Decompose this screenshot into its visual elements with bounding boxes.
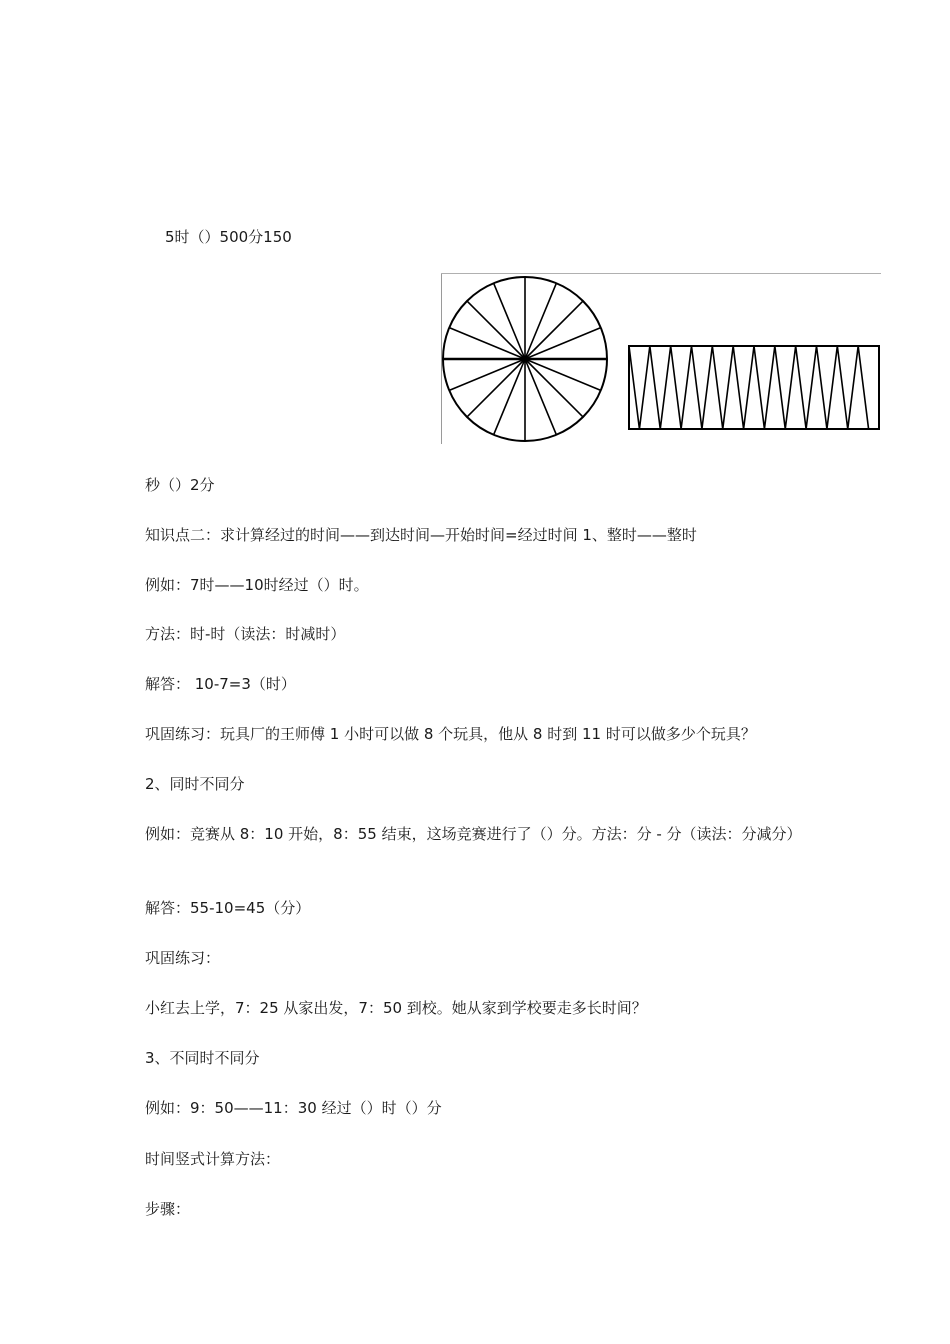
text-line-8: 2、同时不同分 (145, 775, 245, 793)
circle-radius-line (525, 359, 583, 417)
text-line-1: 5时（）500分150 (165, 228, 292, 246)
text-line-4: 例如：7时——10时经过（）时。 (145, 576, 369, 594)
text-line-14: 例如：9：50——11：30 经过（）时（）分 (145, 1099, 442, 1117)
circle-radius-line (525, 301, 583, 359)
text-line-6: 解答： 10-7=3（时） (145, 675, 296, 693)
text-line-13: 3、不同时不同分 (145, 1049, 260, 1067)
text-line-15: 时间竖式计算方法： (145, 1150, 281, 1168)
circle-radius-line (467, 301, 525, 359)
text-line-11: 巩固练习： (145, 949, 221, 967)
text-line-3: 知识点二：求计算经过的时间——到达时间—开始时间=经过时间 1、整时——整时 (145, 526, 697, 544)
circle-radius-line (467, 359, 525, 417)
divided-circle (443, 277, 607, 441)
text-line-10: 解答：55-10=45（分） (145, 899, 311, 917)
text-line-5: 方法：时-时（读法：时减时） (145, 625, 346, 643)
text-line-7: 巩固练习：玩具厂的王师傅 1 小时可以做 8 个玩具，他从 8 时到 11 时可以做多少个玩具？ (145, 725, 756, 743)
zigzag-line (629, 346, 869, 429)
text-line-12: 小红去上学，7：25 从家出发，7：50 到校。她从家到学校要走多长时间？ (145, 999, 647, 1017)
geometry-figure (441, 273, 881, 444)
zigzag-rectangle-outline (629, 346, 879, 429)
circle-and-zigzag-diagram (441, 273, 881, 444)
zigzag-rectangle (629, 346, 879, 429)
text-line-9: 例如：竞赛从 8：10 开始，8：55 结束，这场竞赛进行了（）分。方法：分 - 分（读法：分减分） (145, 825, 802, 843)
text-line-2: 秒（）2分 (145, 476, 215, 494)
text-line-16: 步骤： (145, 1200, 191, 1218)
